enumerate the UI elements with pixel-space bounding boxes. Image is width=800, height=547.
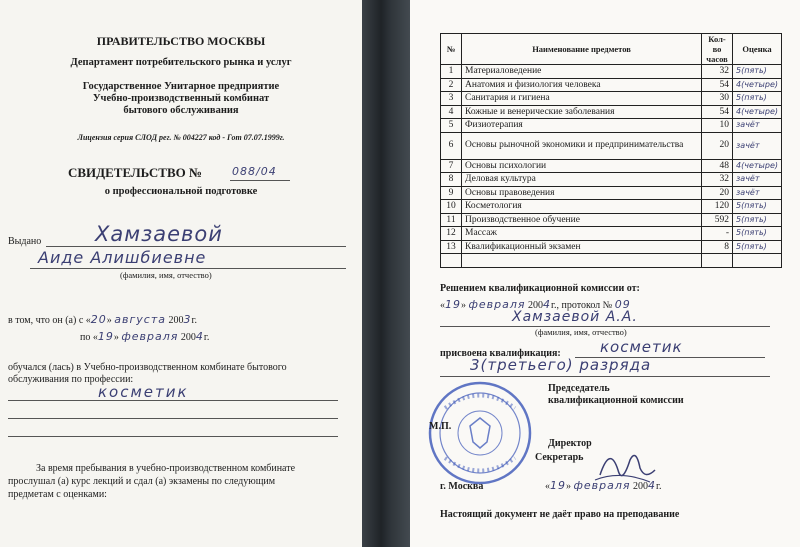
sign-month: февраля	[573, 479, 631, 492]
table-row: 6 Основы рыночной экономики и предпринимательства 20 зачёт	[441, 132, 782, 159]
qualification-label: присвоена квалификация:	[440, 348, 561, 359]
certificate-number: 088/04	[232, 165, 277, 178]
sign-date: «19» февраля 2004г.	[545, 479, 662, 492]
enterprise-line-1: Государственное Унитарное предприятие	[82, 81, 280, 92]
city: г. Москва	[440, 481, 484, 492]
footer-line-1: За время пребывания в учебно-производственном комбинате	[36, 463, 296, 474]
studied-line-1: обучался (лась) в Учебно-производственном комбинате бытового	[8, 362, 287, 373]
table-row: 5 Физиотерапия 10 зачёт	[441, 119, 782, 133]
table-row: 10 Косметология 120 5(пять)	[441, 200, 782, 214]
book-spine	[362, 0, 410, 547]
holder-name: Аиде Алишбиевне	[38, 248, 207, 267]
col-subject: Наименование предметов	[462, 34, 702, 65]
table-row	[441, 254, 782, 268]
footer-line-2: прослушал (а) курс лекций и сдал (а) экзамены по следующим	[8, 476, 276, 487]
table-row: 11 Производственное обучение 592 5(пять)	[441, 213, 782, 227]
notice: Настоящий документ не даёт право на преподавание	[440, 509, 680, 520]
period-from-month: августа	[114, 313, 166, 326]
qualification-value: косметик	[600, 338, 683, 356]
table-row: 3 Санитария и гигиена 30 5(пять)	[441, 92, 782, 106]
org-title: ПРАВИТЕЛЬСТВО МОСКВЫ	[96, 34, 266, 48]
chair-label-2: квалификационной комиссии	[548, 395, 684, 406]
protocol-number: 09	[614, 298, 631, 311]
left-page	[0, 0, 362, 547]
period-to-year: 4	[195, 330, 204, 343]
col-grade: Оценка	[733, 34, 782, 65]
secretary-label: Секретарь	[535, 452, 584, 463]
enterprise-line-2: Учебно-производственный комбинат	[92, 93, 270, 104]
table-row: 12 Массаж - 5(пять)	[441, 227, 782, 241]
decision-month: февраля	[468, 298, 526, 311]
period-to-day: 19	[97, 330, 114, 343]
table-header	[441, 34, 782, 65]
table-row: 9 Основы правоведения 20 зачёт	[441, 186, 782, 200]
table-row: 2 Анатомия и физиология человека 54 4(четыре)	[441, 78, 782, 92]
period-to-month: февраля	[121, 330, 179, 343]
period-from-day: 20	[90, 313, 107, 326]
table-row: 1 Материаловедение 32 5(пять)	[441, 65, 782, 79]
license: Лицензия серия СЛОД рег. № 004227 код - Гот 07.07.1999г.	[77, 133, 285, 142]
table-row: 13 Квалификационный экзамен 8 5(пять)	[441, 240, 782, 254]
official-seal	[425, 378, 535, 488]
director-label: Директор	[548, 438, 592, 449]
name-hint-right: (фамилия, имя, отчество)	[535, 327, 627, 337]
chair-label-1: Председатель	[548, 383, 610, 394]
period-from-year: 3	[183, 313, 192, 326]
studied-line-2: обслуживания по профессии:	[8, 374, 134, 385]
period-to-label: по «19» февраля 2004г.	[80, 330, 210, 343]
col-hours: Кол-во часов	[702, 34, 733, 65]
certificate-title: СВИДЕТЕЛЬСТВО №	[68, 165, 203, 180]
holder-surname: Хамзаевой	[95, 222, 223, 246]
subjects-table	[440, 33, 782, 268]
mp-label: М.П.	[429, 421, 452, 432]
period-from-label: в том, что он (а) с «20» августа 2003г.	[8, 313, 197, 326]
decision-year: 4	[543, 298, 552, 311]
issued-label: Выдано	[8, 236, 42, 247]
certificate-subtitle: о профессиональной подготовке	[104, 186, 258, 197]
qualification-grade: 3(третьего) разряда	[470, 356, 652, 374]
name-hint: (фамилия, имя, отчество)	[120, 270, 212, 280]
decision-date: «19» февраля 2004г., протокол № 09	[440, 298, 631, 311]
table-row: 7 Основы психологии 48 4(четыре)	[441, 159, 782, 173]
decision-day: 19	[445, 298, 461, 311]
enterprise-line-3: бытового обслуживания	[123, 105, 239, 116]
col-number: №	[441, 34, 462, 65]
table-row: 4 Кожные и венерические заболевания 54 4(четыре)	[441, 105, 782, 119]
footer-line-3: предметам с оценками:	[8, 489, 107, 500]
profession: косметик	[98, 383, 189, 401]
department: Департамент потребительского рынка и услуг	[70, 57, 292, 68]
table-row: 8 Деловая культура 32 зачёт	[441, 173, 782, 187]
sign-day: 19	[550, 479, 566, 492]
holder-name-right: Хамзаевой А.А.	[512, 309, 638, 325]
decision-label: Решением квалификационной комиссии от:	[440, 283, 640, 294]
sign-year: 4	[648, 479, 657, 492]
